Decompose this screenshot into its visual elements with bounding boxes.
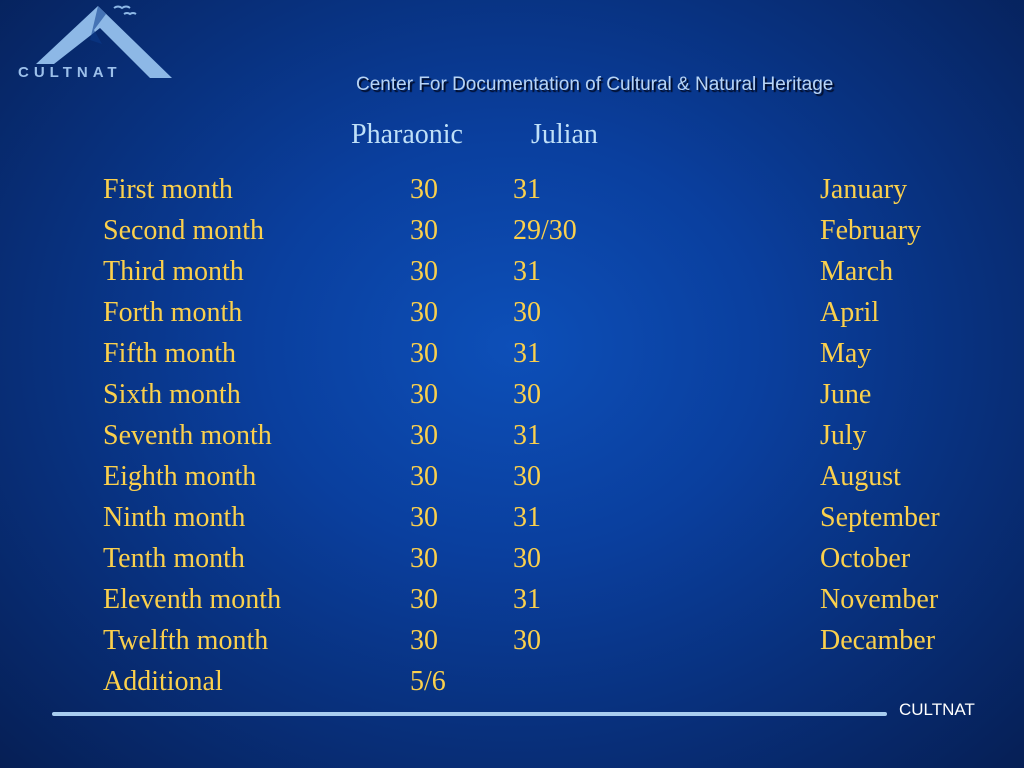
julian-days: 31 <box>513 174 541 205</box>
pharaonic-days: 30 <box>410 584 438 615</box>
table-row <box>103 662 983 703</box>
page-title: Center For Documentation of Cultural & Natural Heritage <box>356 74 834 95</box>
table-row <box>103 539 983 580</box>
pharaonic-days: 30 <box>410 625 438 656</box>
month-name: Second month <box>103 215 264 246</box>
julian-days: 31 <box>513 420 541 451</box>
table-row <box>103 621 983 662</box>
month-name: Seventh month <box>103 420 272 451</box>
julian-month: August <box>820 461 901 492</box>
julian-days: 30 <box>513 297 541 328</box>
footer-divider <box>52 712 887 716</box>
table-row <box>103 293 983 334</box>
julian-month: January <box>820 174 908 205</box>
julian-month: June <box>820 379 872 410</box>
julian-month: November <box>820 584 939 615</box>
month-name: Sixth month <box>103 379 241 410</box>
julian-days: 31 <box>513 256 541 287</box>
month-name: Additional <box>103 666 223 697</box>
pharaonic-days: 30 <box>410 338 438 369</box>
pharaonic-days: 30 <box>410 420 438 451</box>
month-name: Third month <box>103 256 244 287</box>
month-name: Forth month <box>103 297 243 328</box>
column-header-pharaonic: Pharaonic <box>351 119 463 150</box>
julian-month: October <box>820 543 911 574</box>
julian-days: 29/30 <box>513 215 577 246</box>
table-row <box>103 580 983 621</box>
pharaonic-days: 30 <box>410 215 438 246</box>
footer-label: CULTNAT <box>899 700 975 719</box>
pharaonic-days: 30 <box>410 379 438 410</box>
column-header-julian: Julian <box>531 119 598 150</box>
table-row <box>103 334 983 375</box>
month-name: Twelfth month <box>103 625 269 656</box>
month-name: Eleventh month <box>103 584 282 615</box>
calendar-table <box>103 170 983 703</box>
pharaonic-days: 30 <box>410 502 438 533</box>
pharaonic-days: 30 <box>410 543 438 574</box>
pharaonic-days: 30 <box>410 461 438 492</box>
table-row <box>103 170 983 211</box>
logo-text: CULTNAT <box>18 64 122 81</box>
julian-days: 30 <box>513 379 541 410</box>
julian-month: July <box>820 420 867 451</box>
pharaonic-days: 30 <box>410 256 438 287</box>
julian-days: 30 <box>513 625 541 656</box>
table-row <box>103 211 983 252</box>
month-name: Fifth month <box>103 338 237 369</box>
pharaonic-days: 5/6 <box>410 666 446 697</box>
julian-days: 30 <box>513 543 541 574</box>
julian-month: Decamber <box>820 625 936 656</box>
julian-days: 31 <box>513 584 541 615</box>
pharaonic-days: 30 <box>410 174 438 205</box>
julian-month: May <box>820 338 872 369</box>
julian-month: April <box>820 297 880 328</box>
month-name: Ninth month <box>103 502 246 533</box>
pharaonic-days: 30 <box>410 297 438 328</box>
month-name: Eighth month <box>103 461 257 492</box>
julian-month: February <box>820 215 922 246</box>
table-row <box>103 375 983 416</box>
table-row <box>103 416 983 457</box>
month-name: First month <box>103 174 233 205</box>
cultnat-logo <box>14 0 176 86</box>
julian-month: September <box>820 502 940 533</box>
table-row <box>103 457 983 498</box>
month-name: Tenth month <box>103 543 245 574</box>
julian-month: March <box>820 256 894 287</box>
table-row <box>103 498 983 539</box>
julian-days: 30 <box>513 461 541 492</box>
julian-days: 31 <box>513 502 541 533</box>
julian-days: 31 <box>513 338 541 369</box>
table-row <box>103 252 983 293</box>
